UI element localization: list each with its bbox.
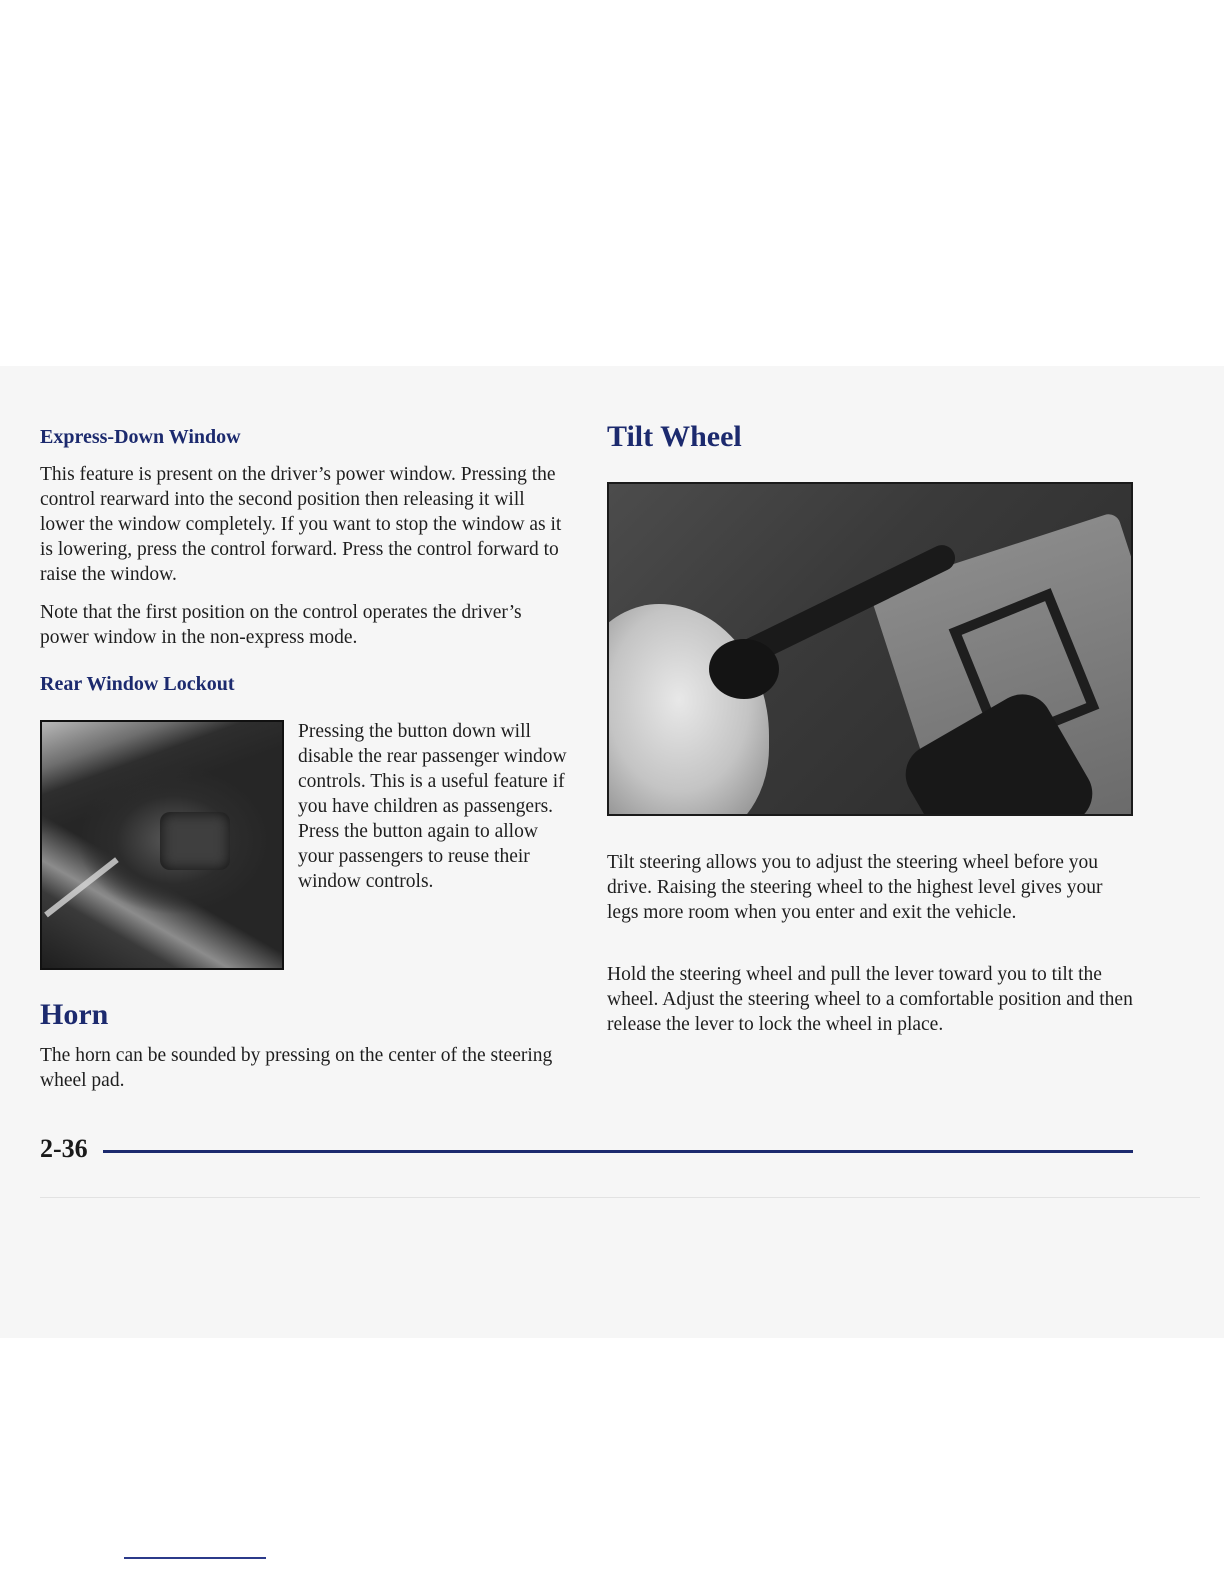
tilt-wheel-instructions: Hold the steering wheel and pull the lever toward you to tilt the wheel. Adjust the steering wheel to a comfortable position and then release the lever to lock the wheel in place.	[607, 964, 1133, 1035]
rear-window-lockout-paragraph: Pressing the button down will disable the rear passenger window controls. This is a useful feature if you have children as passengers. Press the button again to allow your passengers to reuse their window controls.	[298, 721, 567, 892]
horn-paragraph: The horn can be sounded by pressing on the center of the steering wheel pad.	[40, 1045, 553, 1091]
lockout-button-photo	[40, 720, 284, 970]
tilt-wheel-paragraph: Tilt steering allows you to adjust the steering wheel before you drive. Raising the steering wheel to the highest level gives your legs more room when you enter and exit the vehicle.	[607, 852, 1103, 923]
footer-rule	[103, 1150, 1133, 1153]
express-down-note: Note that the first position on the control operates the driver’s power window in the non-express mode.	[40, 602, 522, 648]
express-down-heading: Express-Down Window	[40, 426, 241, 448]
light-streak-shape	[44, 857, 119, 917]
tilt-lever-photo	[607, 482, 1133, 816]
lockout-switch-shape	[160, 812, 230, 870]
horn-title: Horn	[40, 998, 109, 1031]
lever-knob-shape	[709, 639, 779, 699]
bottom-rule	[124, 1557, 266, 1559]
page-number: 2-36	[40, 1134, 88, 1163]
express-down-paragraph: This feature is present on the driver’s power window. Pressing the control rearward into the second position then releasing it will lower the window completely. If you want to stop the window as it is lowering, press the control forward. Press the control forward to raise the window.	[40, 464, 562, 585]
rear-window-lockout-heading: Rear Window Lockout	[40, 673, 235, 695]
faint-divider	[40, 1197, 1200, 1198]
tilt-wheel-title: Tilt Wheel	[607, 420, 742, 453]
hand-shape	[607, 604, 769, 816]
